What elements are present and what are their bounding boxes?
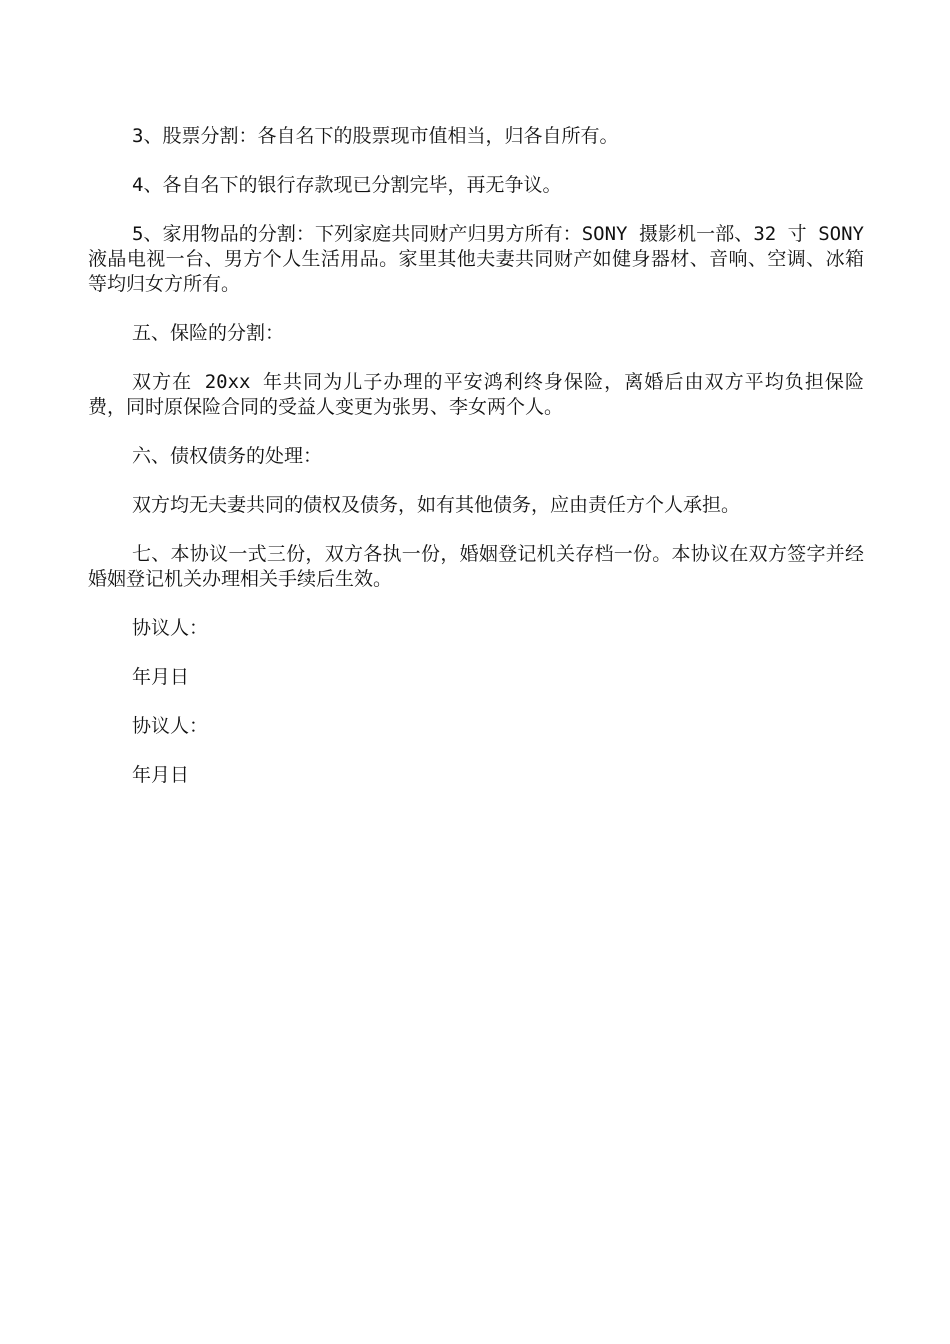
clause-bank-deposits: 4、各自名下的银行存款现已分割完毕，再无争议。 (132, 174, 562, 196)
clause-household-items: 5、家用物品的分割：下列家庭共同财产归男方所有：SONY 摄影机一部、32 寸 SONY 液晶电视一台、男方个人生活用品。家里其他夫妻共同财产如健身器材、音响、空调、冰箱等均归女方所有。 (88, 223, 864, 295)
signature-date-1: 年月日 (132, 666, 190, 688)
document-body (88, 124, 864, 812)
section-heading-debts: 六、债权债务的处理： (132, 445, 323, 467)
signature-party-1: 协议人： (132, 617, 209, 639)
clause-debts: 双方均无夫妻共同的债权及债务，如有其他债务，应由责任方个人承担。 (132, 494, 741, 516)
signature-party-2: 协议人： (132, 715, 209, 737)
clause-stock-division: 3、股票分割：各自名下的股票现市值相当，归各自所有。 (132, 125, 619, 147)
clause-insurance: 双方在 20xx 年共同为儿子办理的平安鸿利终身保险，离婚后由双方平均负担保险费，同时原保险合同的受益人变更为张男、李女两个人。 (88, 371, 864, 418)
signature-date-2: 年月日 (132, 764, 190, 786)
clause-copies-effective: 七、本协议一式三份，双方各执一份，婚姻登记机关存档一份。本协议在双方签字并经婚姻登记机关办理相关手续后生效。 (88, 543, 864, 590)
section-heading-insurance: 五、保险的分割： (132, 322, 285, 344)
